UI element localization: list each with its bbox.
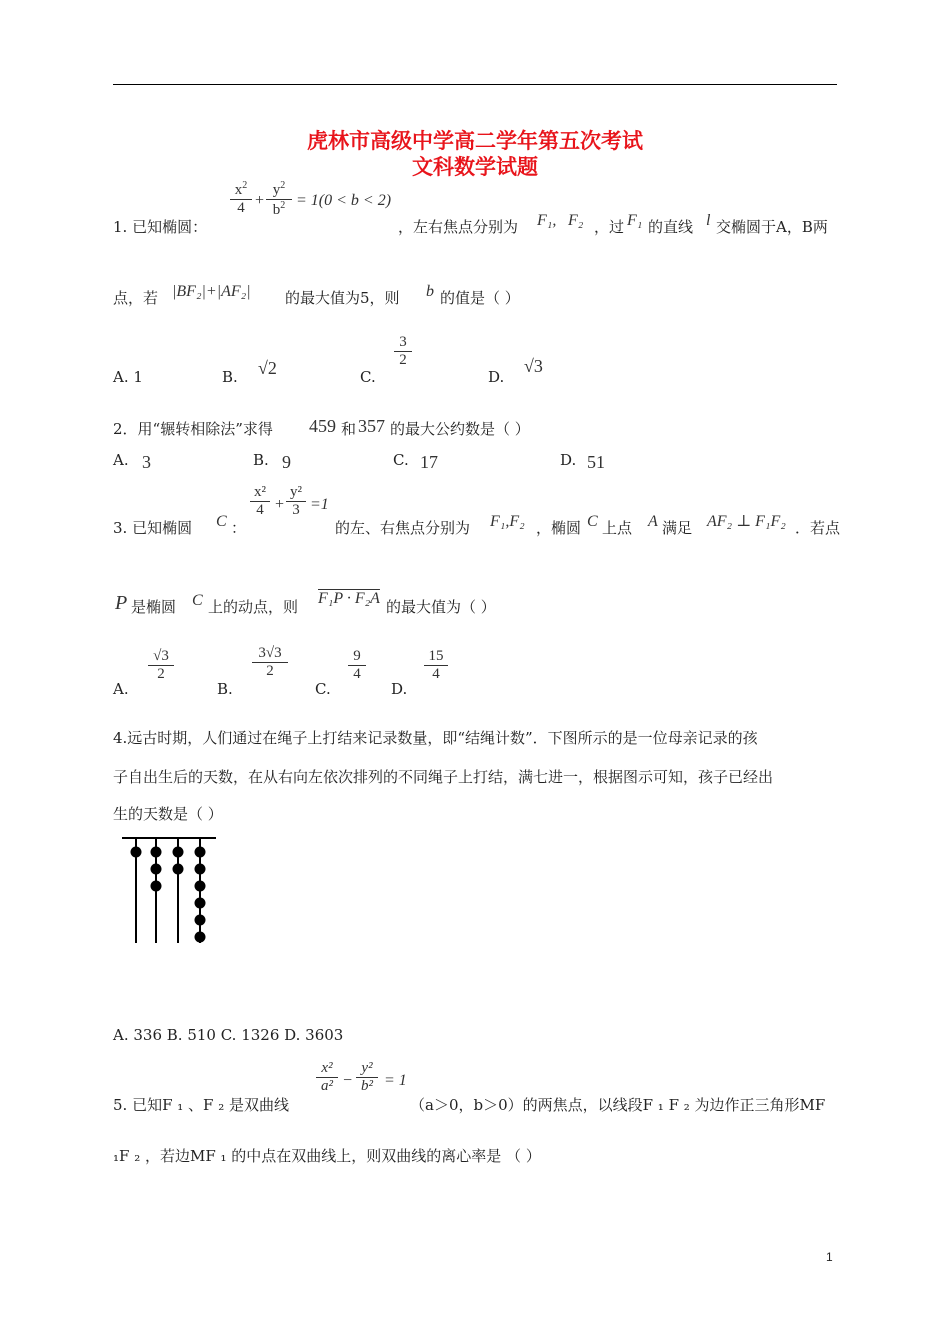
q2-option-d-value: 51: [587, 452, 605, 472]
q3-c3: C: [192, 592, 203, 609]
q2-stem-end: 的最大公约数是（ ）: [390, 420, 530, 438]
q3-text-then: 上的动点，则: [208, 598, 299, 616]
q3-text-moving: 是椭圆: [131, 598, 177, 616]
q4-line-3: 生的天数是（ ）: [113, 805, 223, 823]
q3-colon: ：: [231, 519, 247, 537]
q1-stem-start: 1. 已知椭圆：: [113, 218, 208, 236]
q3-text-if: ．若点: [795, 519, 841, 537]
q3-text-point: 上点: [602, 519, 633, 537]
q2-option-a-value: 3: [142, 452, 151, 472]
q3-stem-start: 3. 已知椭圆: [113, 519, 193, 537]
q3-foci: F₁,F₂: [490, 513, 525, 530]
q3-option-c-fraction: $\frac{9}{4}$: [348, 648, 366, 683]
knot: [195, 864, 206, 875]
knot: [195, 915, 206, 926]
exam-subtitle: 文科数学试题: [412, 155, 538, 179]
q1-text-value: 的值是（ ）: [440, 289, 520, 307]
q1-text-max: 的最大值为5，则: [285, 289, 400, 307]
q3-c2: C: [587, 513, 598, 530]
q1-text-line: 的直线: [648, 218, 694, 236]
q3-option-c-label: C.: [315, 680, 331, 698]
q2-option-d-label: D.: [560, 451, 577, 469]
q3-condition: AF₂ ⊥ F₁F₂: [707, 513, 786, 530]
q1-text-foci: ，左右焦点分别为: [398, 218, 519, 236]
knot: [195, 847, 206, 858]
q2-stem-start: 2．用“辗转相除法”求得: [113, 420, 273, 438]
q1-option-b-label: B.: [222, 368, 238, 386]
q5-stem-continue: （a＞0，b＞0）的两焦点，以线段F ₁ F ₂ 为边作正三角形MF: [410, 1096, 826, 1114]
q3-text-ellipse: ，椭圆: [536, 519, 582, 537]
q1-f1b: F₁: [627, 212, 643, 229]
q4-line-1: 4.远古时期，人们通过在绳子上打结来记录数量，即“结绳计数”．下图所示的是一位母亲记录的孩: [113, 729, 758, 747]
q3-option-b-label: B.: [217, 680, 233, 698]
q3-option-d-fraction: $\frac{15}{4}$: [424, 648, 448, 683]
knot: [131, 847, 142, 858]
q2-option-c-label: C.: [393, 451, 409, 469]
q1-f1: F₁,: [537, 212, 557, 229]
q5-stem-start: 5. 已知F ₁ 、F ₂ 是双曲线: [113, 1096, 289, 1114]
q1-option-d-value: √3: [524, 356, 543, 376]
q2-option-c-value: 17: [420, 452, 438, 472]
q1-l: l: [706, 212, 711, 229]
q3-text-foci: 的左、右焦点分别为: [335, 519, 471, 537]
knot-rope-diagram: [118, 830, 228, 950]
q3-a: A: [648, 513, 658, 530]
q1-option-b-value: √2: [258, 358, 277, 378]
q2-number-1: 459: [309, 416, 336, 436]
q2-number-2: 357: [358, 416, 385, 436]
knot: [173, 847, 184, 858]
knot: [151, 864, 162, 875]
q1-line2-start: 点，若: [113, 289, 159, 307]
q2-option-a-label: A.: [113, 451, 129, 469]
q3-p: P: [115, 592, 128, 614]
q2-option-b-label: B.: [253, 451, 269, 469]
q1-option-c-fraction: $\frac{3}{2}$: [394, 334, 412, 369]
knot: [195, 898, 206, 909]
q2-text-and: 和: [341, 420, 357, 438]
q4-line-2: 子自出生后的天数，在从右向左依次排列的不同绳子上打结，满七进一，根据图示可知，孩子已经出: [113, 768, 774, 786]
knot: [195, 881, 206, 892]
q4-options: A. 336 B. 510 C. 1326 D. 3603: [113, 1026, 344, 1044]
q1-option-c-label: C.: [360, 368, 376, 386]
q5-hyperbola-equation: $\frac{\text{x²}}{\text{a²}}$ − $\frac{\text{y²}}{\text{b²}}$ = 1: [316, 1060, 416, 1110]
knot: [195, 932, 206, 943]
q3-text-maxvalue: 的最大值为（ ）: [386, 598, 496, 616]
q1-text-pass: ，过: [594, 218, 625, 236]
q1-ellipse-equation: $\frac{x^2}{4}$ + $\frac{y^2}{b^2}$ = 1(0 < b < 2): [226, 180, 398, 230]
q3-ellipse-equation: $\frac{\text{x²}}{4}$ + $\frac{\text{y²}}{3}$ =1: [250, 484, 334, 534]
q3-option-b-fraction: $\frac{3√3}{2}$: [252, 645, 288, 680]
knot: [173, 864, 184, 875]
q1-option-d-label: D.: [488, 368, 505, 386]
exam-title: 虎林市高级中学高二学年第五次考试: [307, 129, 643, 153]
header-rule: [113, 84, 837, 85]
knot: [151, 847, 162, 858]
q3-option-a-label: A.: [113, 680, 129, 698]
q5-line-2: ₁F ₂ ，若边MF ₁ 的中点在双曲线上，则双曲线的离心率是 （ ）: [113, 1147, 541, 1165]
q3-option-d-label: D.: [391, 680, 408, 698]
q1-f2: F₂: [568, 212, 584, 229]
q3-text-satisfy: 满足: [662, 519, 693, 537]
q2-option-b-value: 9: [282, 452, 291, 472]
q3-dot-product: F₁P · F₂A: [318, 590, 380, 607]
q1-expression: |BF₂|+|AF₂|: [172, 283, 251, 300]
q3-option-a-fraction: $\frac{√3}{2}$: [148, 648, 174, 683]
q1-b: b: [426, 283, 434, 300]
page-number: 1: [826, 1250, 833, 1264]
knot: [151, 881, 162, 892]
q3-c: C: [216, 513, 227, 530]
q1-text-intersect: 交椭圆于A，B两: [716, 218, 828, 236]
q1-option-a: A. 1: [113, 368, 143, 386]
